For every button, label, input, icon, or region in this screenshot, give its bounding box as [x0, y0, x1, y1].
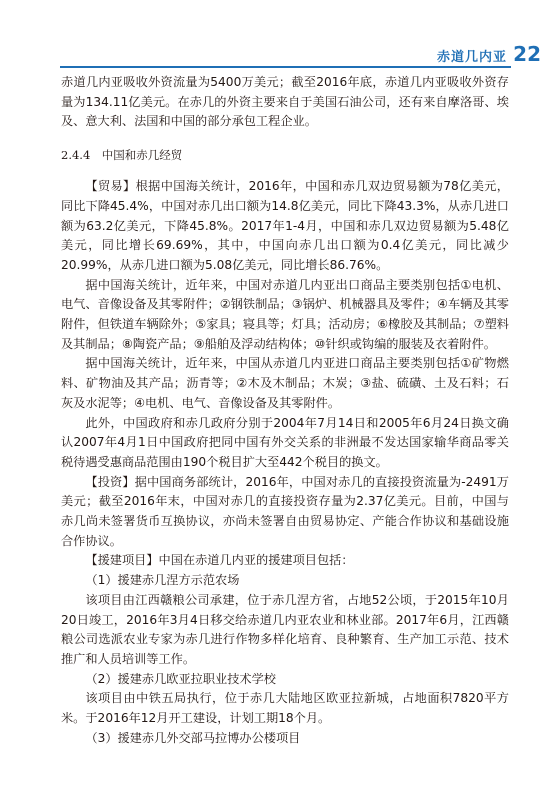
paragraph-project-2: 该项目由中铁五局执行，位于赤几大陆地区欧亚拉新城，占地面积7820平方米。于2016年12月开工建设，计划工期18个月。 [61, 691, 509, 726]
running-title: 赤道几内亚 [436, 50, 507, 65]
page-number: 22 [513, 42, 541, 66]
paragraph-project-1: 该项目由江西赣粮公司承建，位于赤几涅方省，占地52公顷，于2015年10月20日竣工，2016年3月4日移交给赤道几内亚农业和林业部。2017年6月，江西赣粮公司选派农业专家为赤几进行作物多样化培育、良种繁育、生产加工示范、技术推广和人员培训等工作。 [61, 592, 509, 666]
paragraph-foreign-investment: 赤道几内亚吸收外资流量为5400万美元；截至2016年底，赤道几内亚吸收外资存量为134.11亿美元。在赤几的外资主要来自于美国石油公司，还有来自摩洛哥、埃及、意大利、法国和中国的部分承包工程企业。 [61, 75, 509, 129]
project-heading-2: （2）援建赤几欧亚拉职业技术学校 [85, 671, 276, 686]
project-heading-3: （3）援建赤几外交部马拉博办公楼项目 [85, 730, 301, 745]
paragraph-trade: 【贸易】根据中国海关统计，2016年，中国和赤几双边贸易额为78亿美元，同比下降45.4%，中国对赤几出口额为14.8亿美元，同比下降43.3%，从赤几进口额为63.2亿美元，下降45.8%。2017年1-4月，中国和赤几双边贸易额为5.48亿美元，同比增长69.69%，其中，中国向赤几出口额为0.4亿美元，同比减少20.99%，从赤几进口额为5.08亿美元，同比增长86.76%。 [61, 179, 509, 272]
paragraph-tariff: 此外，中国政府和赤几政府分别于2004年7月14日和2005年6月24日换文确认2007年4月1日中国政府把同中国有外交关系的非洲最不发达国家输华商品零关税待遇受惠商品范围由190个税目扩大至442个税目的换文。 [61, 415, 509, 469]
paragraph-imports: 据中国海关统计，近年来，中国从赤道几内亚进口商品主要类别包括①矿物燃料、矿物油及其产品；沥青等；②木及木制品；木炭；③盐、硫磺、土及石料；石灰及水泥等；④电机、电气、音像设备及其零附件。 [61, 356, 509, 410]
paragraph-exports: 据中国海关统计，近年来，中国对赤道几内亚出口商品主要类别包括①电机、电气、音像设备及其零附件；②钢铁制品；③锅炉、机械器具及零件；④车辆及其零附件，但铁道车辆除外；⑤家具；寝具等；灯具；活动房；⑥橡胶及其制品；⑦塑料及其制品；⑧陶瓷产品；⑨船舶及浮动结构体；⑩针织或钩编的服装及衣着附件。 [61, 277, 509, 351]
paragraph-investment: 【投资】据中国商务部统计，2016年，中国对赤几的直接投资流量为-2491万美元；截至2016年末，中国对赤几的直接投资存量为2.37亿美元。目前，中国与赤几尚未签署货币互换协议，亦尚未签署自由贸易协定、产能合作协议和基础设施合作协议。 [61, 474, 509, 548]
header-divider [60, 66, 511, 68]
section-heading: 2.4.4 中国和赤几经贸 [61, 148, 183, 163]
project-heading-1: （1）援建赤几涅方示范农场 [85, 573, 240, 588]
page-body [61, 73, 509, 749]
page-header [0, 0, 559, 80]
paragraph-aid-projects: 【援建项目】中国在赤道几内亚的援建项目包括： [85, 553, 354, 568]
